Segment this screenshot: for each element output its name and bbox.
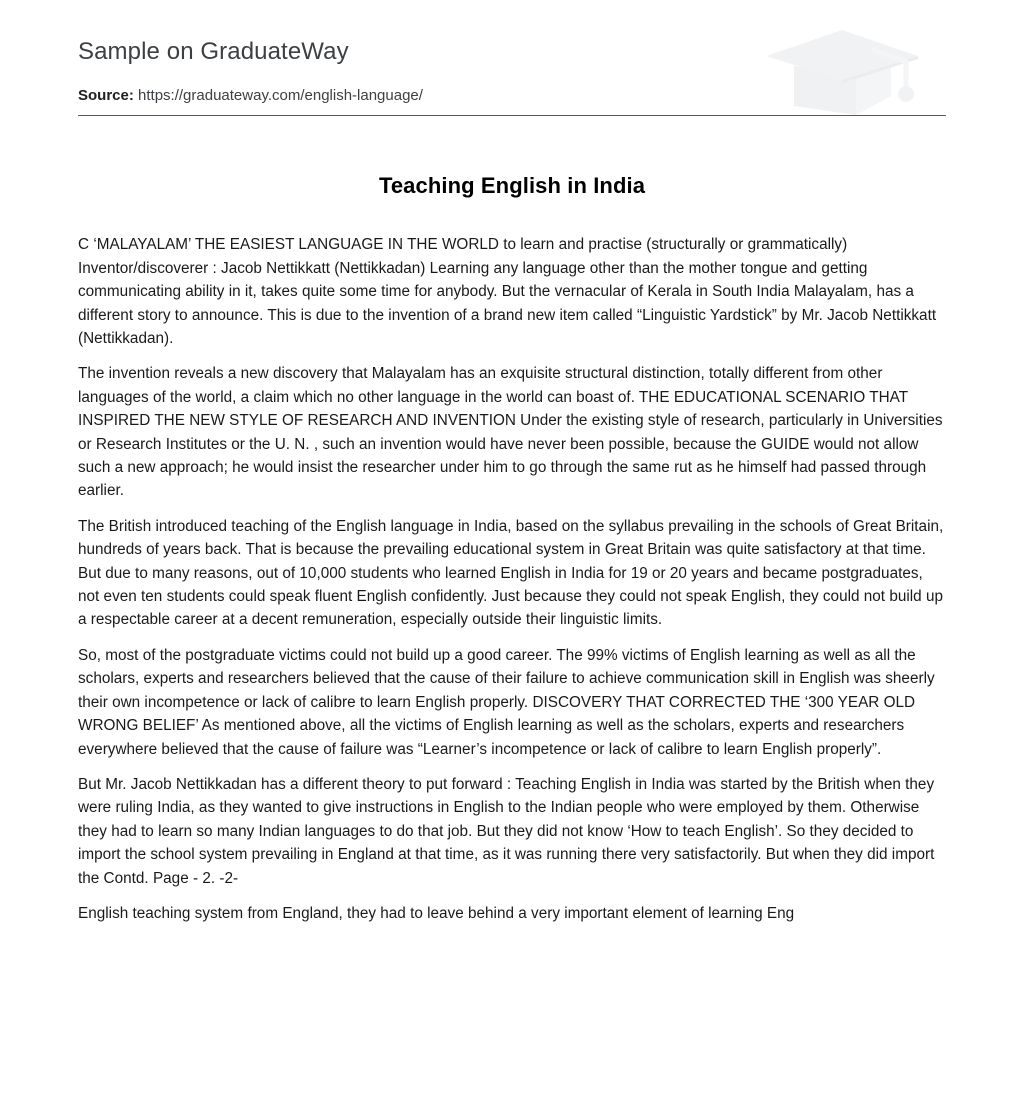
page-title: Teaching English in India [378,173,646,198]
paragraph: The invention reveals a new discovery that Malayalam has an exquisite structural distinction, totally different from other languages of the world, a claim which no other language in the world can boast of. THE EDUCATIONAL SCENARIO THAT INSPIRED THE NEW STYLE OF RESEARCH AND INVENTION Under the existing style of research, particularly in Universities or Research Institutes or the U. N. , such an invention would have never been possible, because the GUIDE would not allow such a new approach; he would insist the researcher under him to go through the same rut as he himself had passed through earlier. [78,365,943,500]
paragraph: So, most of the postgraduate victims could not build up a good career. The 99% victims of English learning as well as all the scholars, experts and researchers believed that the cause of their failure to achieve communication skill in English was sheerly their own incompetence or lack of calibre to learn English properly. DISCOVERY THAT CORRECTED THE ‘300 YEAR OLD WRONG BELIEF’ As mentioned above, all the victims of English learning as well as the scholars, experts and researchers everywhere believed that the cause of failure was “Learner’s incompetence or lack of calibre to learn English properly”. [78,646,935,758]
paragraph: But Mr. Jacob Nettikkadan has a different theory to put forward : Teaching English in India was started by the British when they were ruling India, as they wanted to give instructions in English to the Indian people who were employed by them. Otherwise they had to learn so many Indian languages to do that job. But they did not know ‘How to teach English’. So they decided to import the school system prevailing in England at that time, as it was running there very satisfactorily. But when they did import the Contd. Page - 2. -2- [78,775,935,887]
document-body [78,199,946,925]
site-name: Sample on GraduateWay [78,38,349,65]
source-line [78,87,946,105]
source-label: Source: [78,86,134,104]
paragraph: English teaching system from England, they had to leave behind a very important element of learning Eng [78,904,795,922]
page-header [78,0,946,115]
graduation-cap-icon [748,18,948,123]
paragraph: C ‘MALAYALAM’ THE EASIEST LANGUAGE IN THE WORLD to learn and practise (structurally or grammatically) Inventor/discoverer : Jacob Nettikkatt (Nettikkadan) Learning any language other than the mother tongue and getting communicating ability in it, takes quite some time for anybody. But the vernacular of Kerala in South India Malayalam, has a different story to announce. This is due to the invention of a brand new item called “Linguistic Yardstick” by Mr. Jacob Nettikkatt (Nettikkadan). [78,236,937,348]
source-url: https://graduateway.com/english-language/ [138,86,423,104]
paragraph: The British introduced teaching of the English language in India, based on the syllabus prevailing in the schools of Great Britain, hundreds of years back. That is because the prevailing educational system in Great Britain was quite satisfactory at that time. But due to many reasons, out of 10,000 students who learned English in India for 19 or 20 years and became postgraduates, not even ten students could speak fluent English confidently. Just because they could not speak English, they could not build up a respectable career at a decent remuneration, especially outside their linguistic limits. [78,517,944,629]
